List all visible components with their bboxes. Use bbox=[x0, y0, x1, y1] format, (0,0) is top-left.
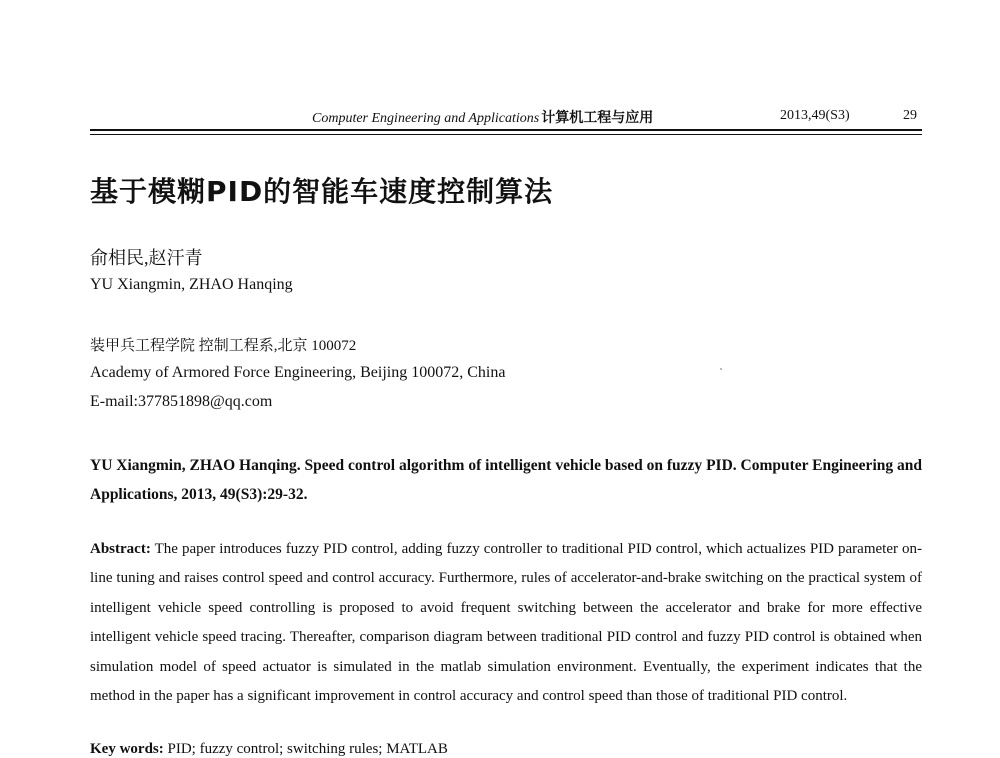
affiliation-en: Academy of Armored Force Engineering, Beijing 100072, China bbox=[90, 364, 506, 381]
paper-title: 基于模糊PID的智能车速度控制算法 bbox=[90, 175, 554, 208]
journal-name-en: Computer Engineering and Applications bbox=[312, 111, 540, 126]
scan-speck bbox=[720, 368, 722, 370]
authors-en: YU Xiangmin, ZHAO Hanqing bbox=[90, 276, 293, 293]
keywords-label: Key words: bbox=[90, 741, 164, 757]
abstract bbox=[90, 535, 922, 711]
abstract-text: The paper introduces fuzzy PID control, adding fuzzy controller to traditional PID control, which actualizes PID parameter on-line tuning and raises control speed and control accuracy. Furthermore, rules of accelerator-and-brake switching on the practical system of intelligent vehicle speed controlling is proposed to avoid frequent switching between the accelerator and brake for more effective intelligent vehicle speed tracing. Thereafter, comparison diagram between traditional PID control and fuzzy PID control is obtained when simulation model of speed actuator is simulated in the matlab simulation environment. Eventually, the experiment indicates that the method in the paper has a significant improvement in control accuracy and control speed than those of traditional PID control. bbox=[90, 541, 923, 705]
page-number: 29 bbox=[903, 108, 917, 123]
keywords bbox=[90, 741, 448, 758]
header-rule-thin bbox=[90, 134, 922, 135]
header-rule-thick bbox=[90, 129, 922, 131]
affiliation-cn: 装甲兵工程学院 控制工程系,北京 100072 bbox=[90, 338, 357, 354]
abstract-label: Abstract: bbox=[90, 541, 151, 557]
issue-number: 2013,49(S3) bbox=[780, 108, 850, 123]
authors-cn: 俞相民,赵汗青 bbox=[90, 248, 203, 268]
running-header-journal bbox=[312, 107, 653, 127]
keywords-text: PID; fuzzy control; switching rules; MATLAB bbox=[167, 741, 448, 757]
author-email: E-mail:377851898@qq.com bbox=[90, 393, 273, 410]
citation: YU Xiangmin, ZHAO Hanqing. Speed control algorithm of intelligent vehicle based on fuzzy PID. Computer Engineering and Applications, 2013, 49(S3):29-32. bbox=[90, 457, 922, 503]
journal-name-cn: 计算机工程与应用 bbox=[541, 110, 654, 126]
